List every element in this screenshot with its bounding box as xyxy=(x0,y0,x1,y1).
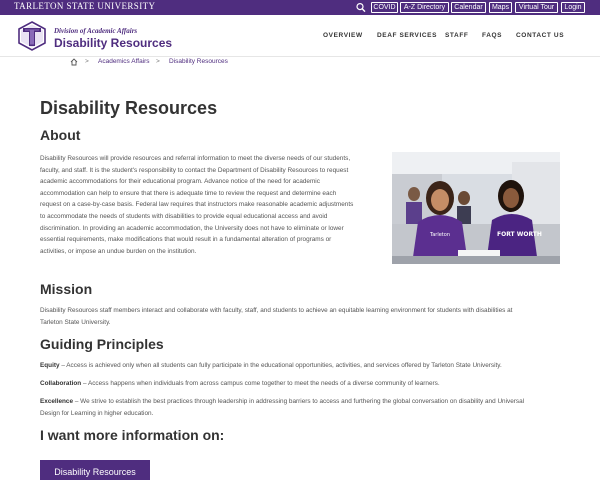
about-line: essential requirements, make modifications that would result in a fundamental alteration of programs or xyxy=(40,236,332,244)
students-photo-illustration xyxy=(392,152,560,264)
top-utility-bar xyxy=(0,0,600,15)
principle-text: – Access happens when individuals from across campus come together to meet the needs of a diverse community of learners. xyxy=(82,380,440,387)
breadcrumb-academic-affairs[interactable]: Academics Affairs xyxy=(98,58,150,65)
tarleton-logo-icon[interactable] xyxy=(17,21,47,51)
breadcrumb-current: Disability Resources xyxy=(169,58,228,65)
page-title: Disability Resources xyxy=(40,98,218,118)
az-directory-link[interactable]: A-Z Directory xyxy=(400,2,449,13)
about-line: faculty, and staff. It is the student's responsibility to contact the Department of Disability Resources to request xyxy=(40,166,349,174)
principle-text: – We strive to establish the best practices through leadership in addressing barriers to access and furthering the global conversation on disability and Universal xyxy=(74,398,525,405)
about-line: academic accommodations for their educational program. Advance notice of the need for academic xyxy=(40,178,320,186)
mission-text xyxy=(40,305,512,328)
nav-staff[interactable]: STAFF xyxy=(445,32,469,39)
principle-collaboration xyxy=(40,378,440,390)
svg-text:Tarleton: Tarleton xyxy=(430,232,450,238)
virtual-tour-link[interactable]: Virtual Tour xyxy=(515,2,558,13)
about-line: Disability Resources will provide resources and referral information to meet the diverse needs of our students, xyxy=(40,155,351,162)
covid-link[interactable]: COVID xyxy=(371,2,398,13)
nav-overview[interactable]: OVERVIEW xyxy=(323,32,363,39)
students-photo xyxy=(392,152,560,264)
about-heading: About xyxy=(40,127,81,143)
about-line: to accommodate the needs of students with disabilities to provide equal educational access and avoid xyxy=(40,212,328,220)
maps-link[interactable]: Maps xyxy=(489,2,512,13)
principle-text: Design for Learning in higher education. xyxy=(40,409,154,417)
about-line: activities, or impose an undue burden on the institution. xyxy=(40,247,197,255)
svg-text:FORT WORTH: FORT WORTH xyxy=(497,231,542,238)
principles-heading: Guiding Principles xyxy=(40,336,164,352)
mission-line: Tarleton State University. xyxy=(40,318,111,326)
search-icon[interactable] xyxy=(355,2,367,13)
nav-contact-us[interactable]: CONTACT US xyxy=(516,32,565,39)
about-line: discrimination. In providing an academic accommodation, the University does not have to eliminate or lower xyxy=(40,224,344,232)
principle-excellence xyxy=(40,396,524,419)
about-line: request on a case-by-case basis. Federal law requires that instructors make reasonable academic adjustments xyxy=(40,201,354,209)
calendar-link[interactable]: Calendar xyxy=(451,2,486,13)
home-icon[interactable] xyxy=(70,58,78,66)
breadcrumb-separator: > xyxy=(156,58,160,65)
more-info-heading: I want more information on: xyxy=(40,427,225,443)
principle-equity xyxy=(40,360,502,372)
university-name[interactable]: TARLETON STATE UNIVERSITY xyxy=(14,1,156,11)
mission-heading: Mission xyxy=(40,281,93,297)
about-text xyxy=(40,153,353,257)
principle-term: Collaboration xyxy=(40,380,82,387)
disability-resources-button[interactable]: Disability Resources xyxy=(40,460,150,480)
mission-line: Disability Resources staff members interact and collaborate with faculty, staff, and students to achieve an equitable learning environment for students with disabilities at xyxy=(40,307,513,314)
principle-text: – Access is achieved only when all students can fully participate in the educational opportunities, activities, and services offered by Tarleton State University. xyxy=(61,362,502,369)
nav-deaf-services[interactable]: DEAF SERVICES xyxy=(377,32,438,39)
division-label: Division of Academic Affairs xyxy=(54,27,138,35)
breadcrumb-separator: > xyxy=(85,58,89,65)
principle-term: Equity xyxy=(40,362,60,369)
login-link[interactable]: Login xyxy=(561,2,585,13)
nav-faqs[interactable]: FAQS xyxy=(482,32,503,39)
about-line: accommodation can help to ensure that there is adequate time to review the request and determine each xyxy=(40,189,337,197)
principle-term: Excellence xyxy=(40,398,74,405)
site-title[interactable]: Disability Resources xyxy=(54,36,173,50)
site-header xyxy=(0,15,600,57)
